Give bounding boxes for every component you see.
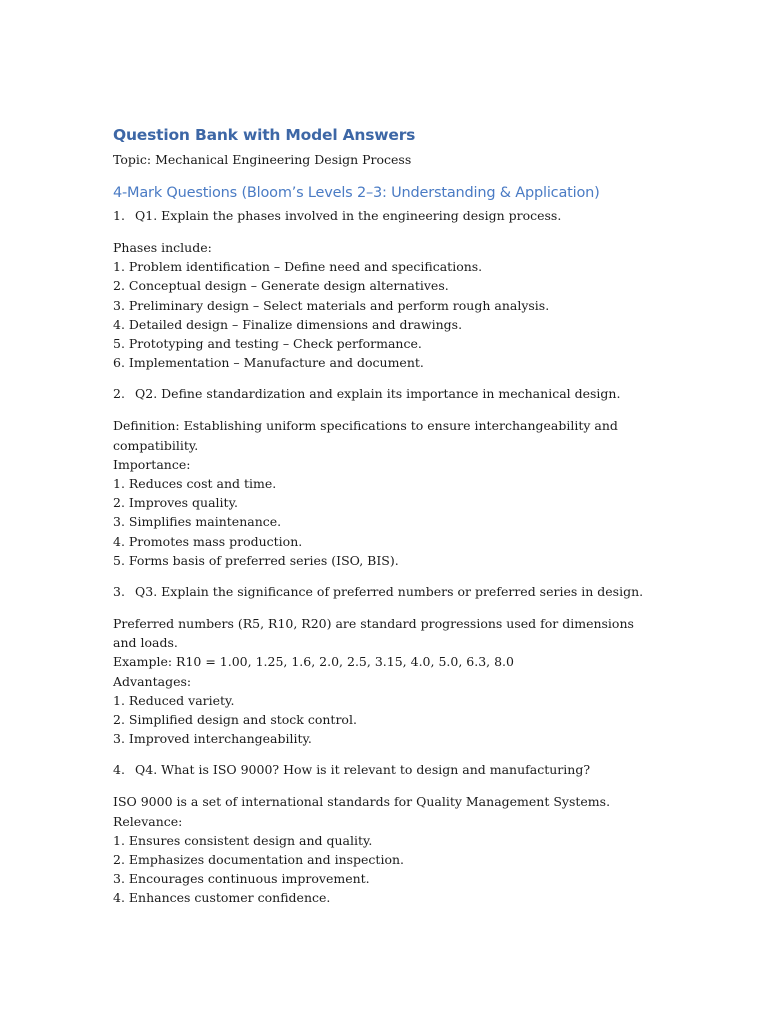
answer-line: 3. Simplifies maintenance. (113, 514, 282, 530)
answer-line: Definition: Establishing uniform specifications to ensure interchangeability and compatibility. (113, 418, 618, 453)
document-title: Question Bank with Model Answers (113, 126, 416, 144)
answer-line: Preferred numbers (R5, R10, R20) are standard progressions used for dimensions and loads. (113, 616, 634, 651)
question-item (113, 385, 653, 403)
answer-line: 1. Reduced variety. (113, 692, 235, 708)
answer-line: Importance: (113, 456, 191, 472)
question-text: Q1. Explain the phases involved in the engineering design process. (135, 208, 562, 223)
question-item (113, 583, 653, 601)
answer-line: 3. Preliminary design – Select materials and perform rough analysis. (113, 297, 550, 313)
answer-line: 2. Conceptual design – Generate design alternatives. (113, 278, 449, 294)
answer-line: 4. Enhances customer confidence. (113, 890, 331, 906)
model-answer (113, 238, 653, 372)
answer-line: 6. Implementation – Manufacture and document. (113, 355, 424, 371)
question-text: Q4. What is ISO 9000? How is it relevant to design and manufacturing? (135, 762, 591, 778)
answer-line: 3. Improved interchangeability. (113, 731, 312, 747)
answer-line: 4. Detailed design – Finalize dimensions and drawings. (113, 316, 463, 332)
question-number: 2. (113, 386, 125, 402)
answer-line: 1. Reduces cost and time. (113, 476, 277, 492)
answer-line: ISO 9000 is a set of international standards for Quality Management Systems. (113, 794, 611, 810)
question-number: 3. (113, 584, 125, 600)
question-number: 4. (113, 762, 125, 778)
question-list (113, 207, 653, 908)
question-item (113, 761, 653, 779)
model-answer (113, 614, 653, 748)
question-item (113, 207, 653, 225)
answer-line: 1. Problem identification – Define need and specifications. (113, 259, 483, 275)
answer-line: Example: R10 = 1.00, 1.25, 1.6, 2.0, 2.5, 3.15, 4.0, 5.0, 6.3, 8.0 (113, 654, 514, 670)
answer-line: Advantages: (113, 673, 192, 689)
answer-line: 2. Simplified design and stock control. (113, 712, 357, 728)
question-number: 1. (113, 208, 125, 223)
document-topic: Topic: Mechanical Engineering Design Process (113, 152, 412, 167)
model-answer (113, 416, 653, 570)
answer-line: 2. Improves quality. (113, 495, 238, 511)
answer-line: 3. Encourages continuous improvement. (113, 871, 370, 887)
question-text: Q2. Define standardization and explain its importance in mechanical design. (135, 386, 621, 402)
answer-line: 2. Emphasizes documentation and inspection. (113, 852, 405, 868)
section-heading: 4-Mark Questions (Bloom’s Levels 2–3: Understanding & Application) (113, 185, 600, 201)
answer-line: 1. Ensures consistent design and quality. (113, 832, 373, 848)
model-answer (113, 792, 653, 907)
answer-line: Phases include: (113, 240, 212, 255)
question-text: Q3. Explain the significance of preferred numbers or preferred series in design. (135, 584, 644, 600)
answer-line: Relevance: (113, 813, 183, 829)
document-page (113, 124, 653, 921)
answer-line: 5. Prototyping and testing – Check performance. (113, 336, 422, 352)
answer-line: 5. Forms basis of preferred series (ISO, BIS). (113, 552, 399, 568)
answer-line: 4. Promotes mass production. (113, 533, 303, 549)
